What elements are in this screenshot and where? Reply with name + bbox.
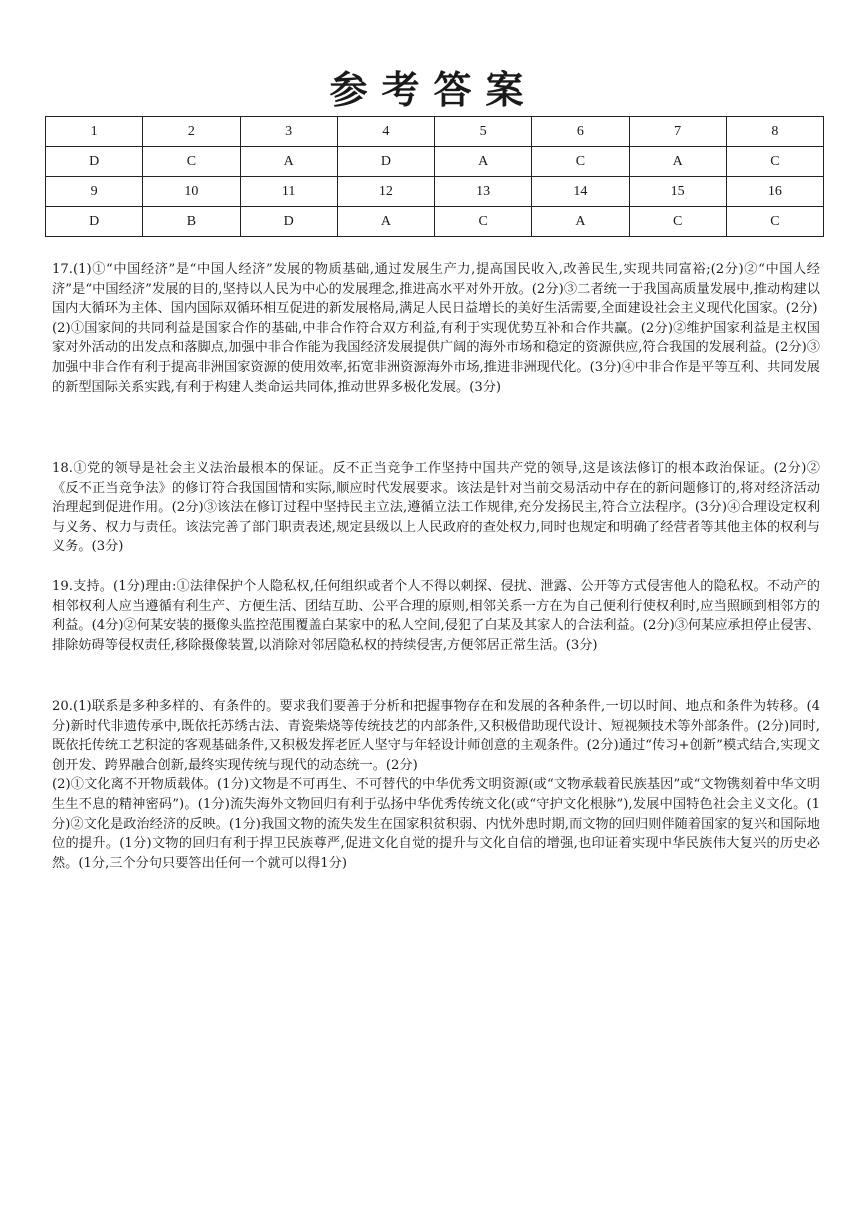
- table-cell: C: [629, 207, 726, 237]
- table-row: [46, 117, 824, 147]
- table-cell: 6: [532, 117, 629, 147]
- answer-18-text: 18.①党的领导是社会主义法治最根本的保证。反不正当竞争工作坚持中国共产党的领导,这是该法修订的根本政治保证。(2分)②《反不正当竞争法》的修订符合我国国情和实际,顺应时代发展要求。该法是针对当前交易活动中存在的新问题修订的,将对经济活动治理起到促进作用。(2分)③该法在修订过程中坚持民主立法,遵循立法工作规律,充分发扬民主,符合立法程序。(3分)④合理设定权利与义务、权力与责任。该法完善了部门职责表述,规定县级以上人民政府的查处权力,同时也规定和明确了经营者等其他主体的权利与义务。(3分): [52, 461, 820, 555]
- table-cell: D: [46, 207, 143, 237]
- table-cell: 10: [143, 177, 240, 207]
- table-cell: 4: [337, 117, 434, 147]
- table-cell: 2: [143, 117, 240, 147]
- table-cell: A: [629, 147, 726, 177]
- answer-19: [52, 577, 820, 655]
- answer-17: [52, 260, 820, 397]
- answer-18: [52, 459, 820, 557]
- table-cell: 11: [240, 177, 337, 207]
- answer-20-part-2: (2)①文化离不开物质载体。(1分)文物是不可再生、不可替代的中华优秀文明资源(或“文物承载着民族基因”或“文物镌刻着中华文明生生不息的精神密码”)。(1分)流失海外文物回归有利于弘扬中华优秀传统文化(或“守护文化根脉”),发展中国特色社会主义文化。(1分)②文化是政治经济的反映。(1分)我国文物的流失发生在国家积贫积弱、内忧外患时期,而文物的回归则伴随着国家的复兴和国际地位的提升。(1分)文物的回归有利于捍卫民族尊严,促进文化自觉的提升与文化自信的增强,也印证着实现中华民族伟大复兴的历史必然。(1分,三个分句只要答出任何一个就可以得1分): [52, 777, 820, 871]
- table-cell: 12: [337, 177, 434, 207]
- table-cell: 8: [726, 117, 823, 147]
- table-cell: A: [240, 147, 337, 177]
- table-cell: C: [435, 207, 532, 237]
- answer-table: [45, 116, 824, 237]
- table-cell: 3: [240, 117, 337, 147]
- table-cell: A: [337, 207, 434, 237]
- table-cell: D: [240, 207, 337, 237]
- table-cell: A: [532, 207, 629, 237]
- table-cell: C: [143, 147, 240, 177]
- table-cell: D: [337, 147, 434, 177]
- table-cell: 13: [435, 177, 532, 207]
- table-row: [46, 147, 824, 177]
- table-cell: D: [46, 147, 143, 177]
- table-cell: 14: [532, 177, 629, 207]
- answer-20: [52, 697, 820, 873]
- answer-17-part-2: (2)①国家间的共同利益是国家合作的基础,中非合作符合双方利益,有利于实现优势互补和合作共赢。(2分)②维护国家利益是主权国家对外活动的出发点和落脚点,加强中非合作能为我国经济发展提供广阔的海外市场和稳定的资源供应,符合我国的发展利益。(2分)③加强中非合作有利于提高非洲国家资源的使用效率,拓宽非洲资源海外市场,推进非洲现代化。(3分)④中非合作是平等互利、共同发展的新型国际关系实践,有利于构建人类命运共同体,推动世界多极化发展。(3分): [52, 320, 820, 395]
- table-cell: 15: [629, 177, 726, 207]
- table-row: [46, 207, 824, 237]
- answer-19-text: 19.支持。(1分)理由:①法律保护个人隐私权,任何组织或者个人不得以刺探、侵扰、泄露、公开等方式侵害他人的隐私权。不动产的相邻权利人应当遵循有利生产、方便生活、团结互助、公平合理的原则,相邻关系一方在为自己便利行使权利时,应当照顾到相邻方的利益。(4分)②何某安装的摄像头监控范围覆盖白某家中的私人空间,侵犯了白某及其家人的合法利益。(2分)③何某应承担停止侵害、排除妨碍等侵权责任,移除摄像装置,以消除对邻居隐私权的持续侵害,方便邻居正常生活。(3分): [52, 579, 820, 653]
- table-cell: A: [435, 147, 532, 177]
- page-title: 参考答案: [329, 67, 538, 112]
- answer-17-part-1: 17.(1)①“中国经济”是“中国人经济”发展的物质基础,通过发展生产力,提高国民收入,改善民生,实现共同富裕;(2分)②“中国人经济”是“中国经济”发展的目的,坚持以人民为中心的发展理念,推进高水平对外开放。(2分)③二者统一于我国高质量发展中,推动构建以国内大循环为主体、国内国际双循环相互促进的新发展格局,满足人民日益增长的美好生活需要,全面建设社会主义现代化国家。(2分): [52, 262, 820, 317]
- table-cell: 7: [629, 117, 726, 147]
- table-cell: C: [532, 147, 629, 177]
- table-row: [46, 177, 824, 207]
- table-cell: C: [726, 207, 823, 237]
- table-cell: 1: [46, 117, 143, 147]
- table-cell: C: [726, 147, 823, 177]
- answer-20-part-1: 20.(1)联系是多种多样的、有条件的。要求我们要善于分析和把握事物存在和发展的各种条件,一切以时间、地点和条件为转移。(4分)新时代非遗传承中,既依托苏绣古法、青瓷柴烧等传统技艺的内部条件,又积极借助现代设计、短视频技术等外部条件。(2分)同时,既依托传统工艺积淀的客观基础条件,又积极发挥老匠人坚守与年轻设计师创意的主观条件。(2分)通过“传习+创新”模式结合,实现文创开发、跨界融合创新,最终实现传统与现代的动态统一。(2分): [52, 699, 820, 773]
- table-cell: 9: [46, 177, 143, 207]
- table-cell: 16: [726, 177, 823, 207]
- table-cell: B: [143, 207, 240, 237]
- table-cell: 5: [435, 117, 532, 147]
